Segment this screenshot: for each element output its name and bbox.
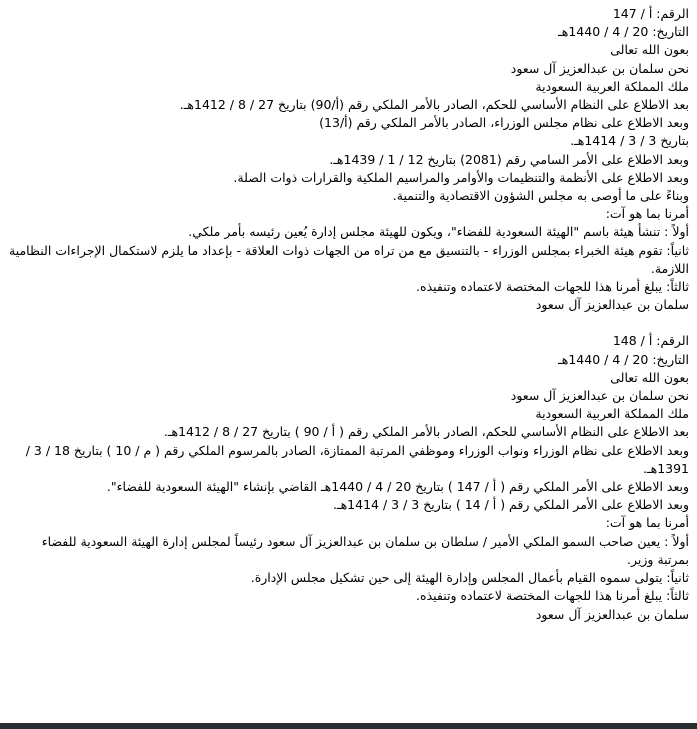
order-heading: أمرنا بما هو آت: [605,206,689,222]
preamble-line: وبعد الاطلاع على الأمر السامي رقم (2081) بتاريخ 12 / 1 / 1439هـ. [329,151,689,167]
decree-147 [8,5,689,314]
order-item-second: ثانياً: يتولى سموه القيام بأعمال المجلس وإدارة الهيئة إلى حين تشكيل مجلس الإدارة. [250,570,689,586]
order-item-second: ثانياً: تقوم هيئة الخبراء بمجلس الوزراء - بالتنسيق مع من تراه من الجهات ذوات العلاقة - بإعداد ما يلزم لاستكمال الإجراءات النظامية اللازمة. [9,242,689,276]
order-item-third: ثالثاً: يبلغ أمرنا هذا للجهات المختصة لاعتماده وتنفيذه. [416,588,689,604]
invocation: بعون الله تعالى [610,369,689,385]
decree-date: التاريخ: 20 / 4 / 1440هـ [558,24,689,40]
king-name: نحن سلمان بن عبدالعزيز آل سعود [510,60,689,76]
invocation: بعون الله تعالى [610,42,689,58]
signature: سلمان بن عبدالعزيز آل سعود [535,606,689,622]
section-gap [8,314,689,332]
preamble-line: وبعد الاطلاع على الأنظمة والتنظيمات والأوامر والمراسيم الملكية والقرارات ذوات الصلة. [233,169,689,185]
order-item-third: ثالثاً: يبلغ أمرنا هذا للجهات المختصة لاعتماده وتنفيذه. [416,279,689,295]
preamble-line: وبعد الاطلاع على الأمر الملكي رقم ( أ / 14 ) بتاريخ 3 / 3 / 1414هـ. [332,497,689,513]
preamble-line: وبعد الاطلاع على نظام الوزراء ونواب الوزراء وموظفي المرتبة الممتازة، الصادر بالمرسوم الملكي رقم ( م / 10 ) بتاريخ 18 / 3 / 1391هـ. [25,442,689,476]
king-name: نحن سلمان بن عبدالعزيز آل سعود [510,388,689,404]
preamble-line: بعد الاطلاع على النظام الأساسي للحكم، الصادر بالأمر الملكي رقم ( أ / 90 ) بتاريخ 27 / 8 / 1412هـ. [163,424,689,440]
preamble-line: بتاريخ 3 / 3 / 1414هـ. [570,133,689,149]
decree-number: الرقم: أ / 147 [612,6,689,21]
preamble-line: وبناءً على ما أوصى به مجلس الشؤون الاقتصادية والتنمية. [392,188,689,204]
preamble-line: بعد الاطلاع على النظام الأساسي للحكم، الصادر بالأمر الملكي رقم (أ/90) بتاريخ 27 / 8 / 1412هـ. [179,97,689,113]
decree-number: الرقم: أ / 148 [612,333,689,349]
decree-148 [8,332,689,623]
order-item-first: أولاً : تنشأ هيئة باسم "الهيئة السعودية للفضاء"، ويكون للهيئة مجلس إدارة يُعين رئيسه بأمر ملكي. [188,224,689,240]
king-title: ملك المملكة العربية السعودية [535,406,689,422]
preamble-line: وبعد الاطلاع على نظام مجلس الوزراء، الصادر بالأمر الملكي رقم (أ/13) [319,115,689,131]
order-item-first: أولاً : يعين صاحب السمو الملكي الأمير / سلطان بن سلمان بن عبدالعزيز آل سعود رئيساً لمجلس إدارة الهيئة السعودية للفضاء بمرتبة وزير. [41,533,689,567]
decree-date: التاريخ: 20 / 4 / 1440هـ [558,351,689,367]
preamble-line: وبعد الاطلاع على الأمر الملكي رقم ( أ / 147 ) بتاريخ 20 / 4 / 1440هـ القاضي بإنشاء "الهيئة السعودية للفضاء". [106,479,689,495]
order-heading: أمرنا بما هو آت: [605,515,689,531]
king-title: ملك المملكة العربية السعودية [535,78,689,94]
bottom-bar [0,723,697,729]
signature: سلمان بن عبدالعزيز آل سعود [535,297,689,313]
